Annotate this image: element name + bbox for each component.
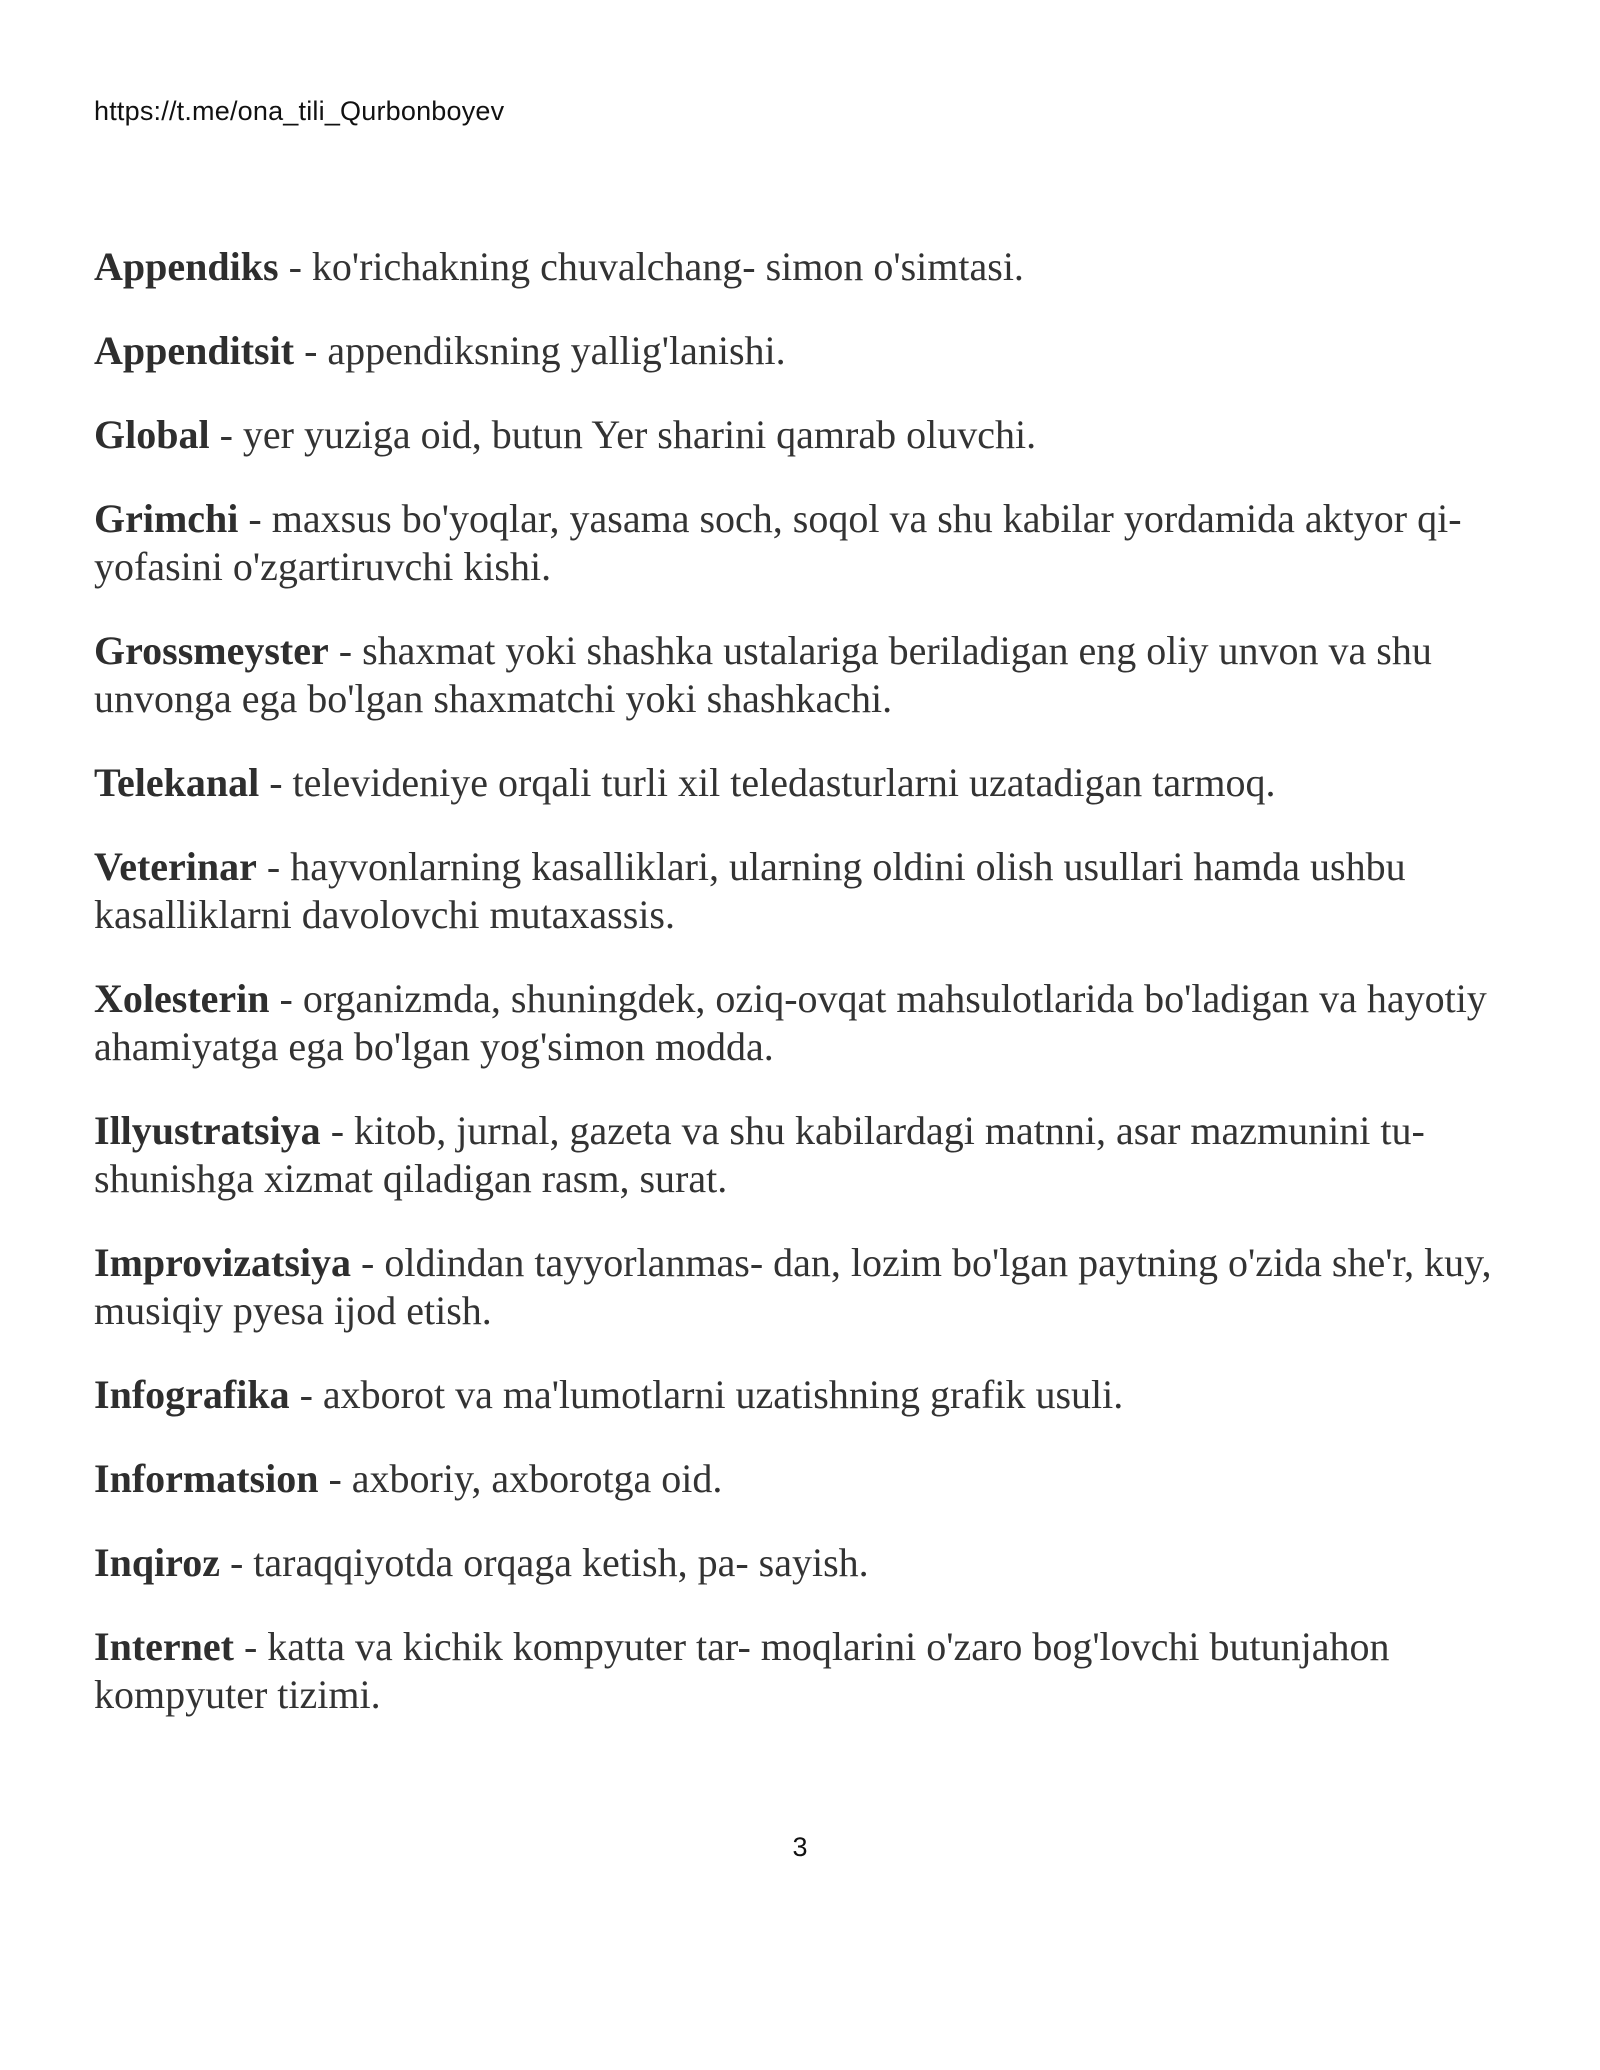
entry-term: Grossmeyster bbox=[94, 628, 329, 673]
entry-term: Appenditsit bbox=[94, 328, 295, 373]
glossary-entry bbox=[94, 759, 1514, 807]
entry-definition: - televideniye orqali turli xil teledasturlarni uzatadigan tarmoq. bbox=[259, 760, 1276, 805]
entry-term: Illyustratsiya bbox=[94, 1108, 321, 1153]
entry-definition: - axborot va ma'lumotlarni uzatishning grafik usuli. bbox=[289, 1372, 1124, 1417]
glossary-entry bbox=[94, 627, 1514, 723]
entry-definition: - ko'richakning chuvalchang- simon o'simtasi. bbox=[278, 244, 1024, 289]
entry-definition: - hayvonlarning kasalliklari, ularning oldini olish usullari hamda ushbu kasalliklarni davolovchi mutaxassis. bbox=[94, 844, 1406, 937]
entry-definition: - organizmda, shuningdek, oziq-ovqat mahsulotlarida bo'ladigan va hayotiy ahamiyatga ega bo'lgan yog'simon modda. bbox=[94, 976, 1487, 1069]
glossary-entry bbox=[94, 495, 1514, 591]
entry-term: Global bbox=[94, 412, 210, 457]
glossary-entry bbox=[94, 1107, 1514, 1203]
entry-term: Veterinar bbox=[94, 844, 257, 889]
glossary-entry bbox=[94, 1239, 1514, 1335]
entry-term: Informatsion bbox=[94, 1456, 319, 1501]
glossary-entry bbox=[94, 975, 1514, 1071]
entry-definition: - appendiksning yallig'lanishi. bbox=[294, 328, 786, 373]
header-link[interactable]: https://t.me/ona_tili_Qurbonboyev bbox=[94, 96, 505, 126]
entry-definition: - maxsus bo'yoqlar, yasama soch, soqol va shu kabilar yordamida aktyor qi- yofasini o'zgartiruvchi kishi. bbox=[94, 496, 1462, 589]
entry-definition: - oldindan tayyorlanmas- dan, lozim bo'lgan paytning o'zida she'r, kuy, musiqiy pyesa ijod etish. bbox=[94, 1240, 1492, 1333]
glossary-entry bbox=[94, 843, 1514, 939]
glossary-entry bbox=[94, 1539, 1514, 1587]
entry-term: Xolesterin bbox=[94, 976, 270, 1021]
entry-definition: - shaxmat yoki shashka ustalariga beriladigan eng oliy unvon va shu unvonga ega bo'lgan shaxmatchi yoki shashkachi. bbox=[94, 628, 1432, 721]
glossary-entry bbox=[94, 243, 1514, 291]
entry-term: Grimchi bbox=[94, 496, 239, 541]
glossary-list bbox=[94, 243, 1514, 1755]
glossary-entry bbox=[94, 1623, 1514, 1719]
entry-definition: - yer yuziga oid, butun Yer sharini qamrab oluvchi. bbox=[209, 412, 1037, 457]
glossary-entry bbox=[94, 327, 1514, 375]
page-number: 3 bbox=[792, 1832, 808, 1862]
entry-term: Appendiks bbox=[94, 244, 279, 289]
entry-term: Internet bbox=[94, 1624, 234, 1669]
entry-term: Improvizatsiya bbox=[94, 1240, 352, 1285]
entry-definition: - kitob, jurnal, gazeta va shu kabilardagi matnni, asar mazmunini tu- shunishga xizmat qiladigan rasm, surat. bbox=[94, 1108, 1425, 1201]
entry-definition: - taraqqiyotda orqaga ketish, pa- sayish. bbox=[219, 1540, 869, 1585]
entry-term: Infografika bbox=[94, 1372, 290, 1417]
entry-definition: - axboriy, axborotga oid. bbox=[318, 1456, 723, 1501]
glossary-entry bbox=[94, 1455, 1514, 1503]
glossary-entry bbox=[94, 1371, 1514, 1419]
entry-term: Inqiroz bbox=[94, 1540, 220, 1585]
entry-definition: - katta va kichik kompyuter tar- moqlarini o'zaro bog'lovchi butunjahon kompyuter tizimi. bbox=[94, 1624, 1390, 1717]
entry-term: Telekanal bbox=[94, 760, 260, 805]
glossary-entry bbox=[94, 411, 1514, 459]
